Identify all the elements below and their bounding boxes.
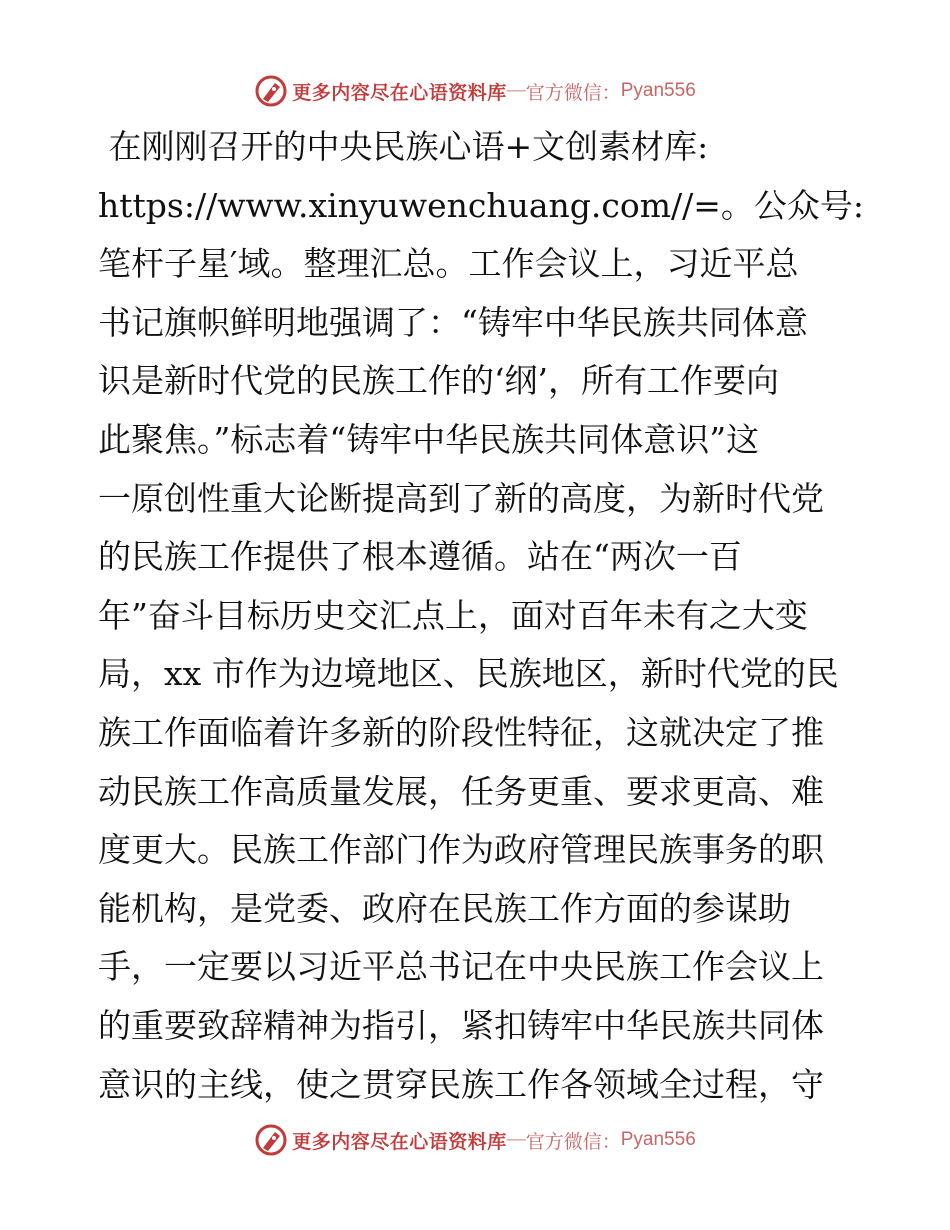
footer-banner-wechat-id: Pyan556 (620, 1129, 696, 1150)
body-line: 在刚刚召开的中央民族心语+文创素材库: (98, 127, 709, 166)
body-line: 族工作面临着许多新的阶段性特征，这就决定了推 (98, 712, 824, 752)
body-line: 的重要致辞精神为指引，紧扣铸牢中华民族共同体 (98, 1005, 824, 1045)
body-line: 笔杆子星′域。整理汇总。工作会议上，习近平总 (98, 244, 799, 284)
pen-nib-logo-icon (254, 1123, 288, 1157)
header-banner-subtitle: 官方微信： (525, 81, 621, 104)
body-line: 能机构，是党委、政府在民族工作方面的参谋助 (98, 888, 791, 928)
footer-banner-title: 更多内容尽在心语资料库 (292, 1130, 507, 1153)
body-line: 动民族工作高质量发展，任务更重、要求更高、难 (98, 771, 824, 811)
body-line: 意识的主线，使之贯穿民族工作各领域全过程，守 (98, 1064, 824, 1104)
document-body (98, 118, 878, 1114)
body-line: 手，一定要以习近平总书记在中央民族工作会议上 (98, 947, 824, 987)
body-line: 一原创性重大论断提高到了新的高度，为新时代党 (98, 478, 824, 518)
body-line: 年”奋斗目标历史交汇点上，面对百年未有之大变 (98, 595, 808, 635)
body-line: 识是新时代党的民族工作的‘纲’，所有工作要向 (98, 361, 779, 401)
header-banner (0, 69, 950, 113)
header-banner-separator: — (506, 80, 526, 101)
body-line: 的民族工作提供了根本遵循。站在“两次一百 (98, 537, 742, 577)
header-banner-wechat-id: Pyan556 (620, 80, 696, 101)
body-line: 度更大。民族工作部门作为政府管理民族事务的职 (98, 830, 824, 870)
footer-banner (0, 1118, 950, 1162)
body-line: https://www.xinyuwenchuang.com//=。公众号: (98, 185, 865, 225)
footer-banner-separator: — (506, 1129, 526, 1150)
body-line: 局，xx 市作为边境地区、民族地区，新时代党的民 (98, 654, 839, 694)
header-banner-title: 更多内容尽在心语资料库 (292, 81, 507, 104)
body-line: 此聚焦。”标志着“铸牢中华民族共同体意识”这 (98, 419, 760, 459)
footer-banner-subtitle: 官方微信： (525, 1130, 621, 1153)
pen-nib-logo-icon (254, 74, 288, 108)
body-line: 书记旗帜鲜明地强调了：“铸牢中华民族共同体意 (98, 302, 808, 342)
